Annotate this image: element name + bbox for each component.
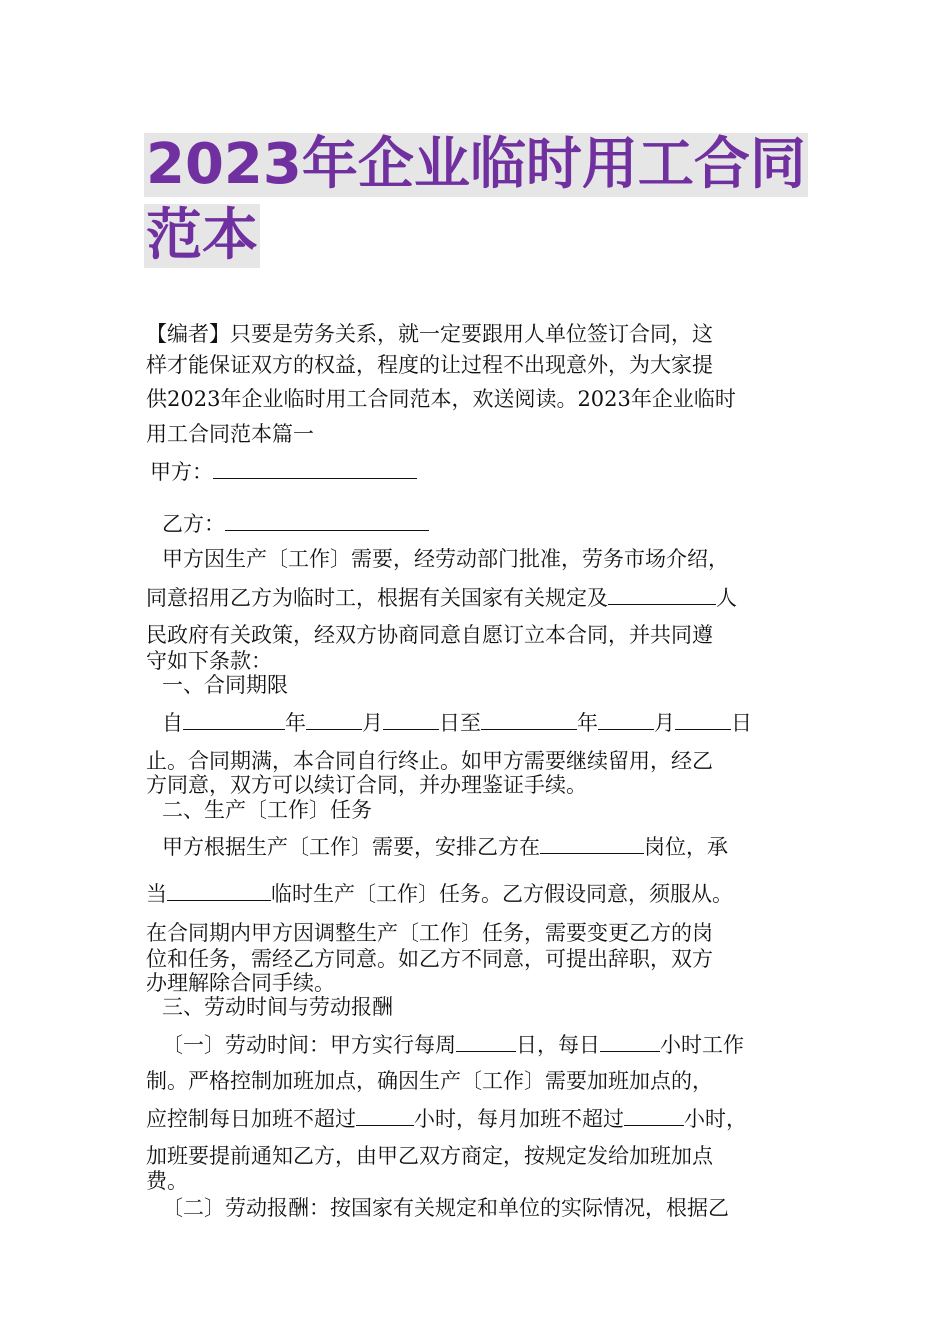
para1-line-2 — [146, 584, 737, 610]
intro-line-2: 样才能保证双方的权益，程度的让过程不出现意外，为大家提 — [146, 353, 713, 377]
party-a-label: 甲方： — [150, 460, 213, 484]
section-2-line-1 — [162, 833, 728, 859]
party-a-blank — [213, 458, 417, 479]
para1-line-1: 甲方因生产〔工作〕需要，经劳动部门批准，劳务市场介绍， — [162, 547, 729, 571]
section-2-line-2-head: 当 — [146, 882, 167, 906]
party-b-line — [162, 510, 429, 536]
section-3-line-6: 〔二〕劳动报酬：按国家有关规定和单位的实际情况，根据乙 — [162, 1196, 729, 1220]
section-2-line-2-text: 临时生产〔工作〕任务。乙方假设同意，须服从。 — [271, 882, 733, 906]
para1-line-3: 民政府有关政策，经双方协商同意自愿订立本合同，并共同遵 — [146, 623, 713, 647]
start-day-blank — [383, 709, 439, 730]
end-month-blank — [598, 709, 654, 730]
term-month-2: 月 — [654, 711, 675, 735]
party-a-line — [150, 458, 417, 484]
government-blank — [608, 584, 716, 605]
section-3-title: 三、劳动时间与劳动报酬 — [162, 995, 393, 1019]
section-3-line-3 — [146, 1105, 747, 1131]
section-1-title: 一、合同期限 — [162, 673, 288, 697]
section-3-line-1-mid: 日，每日 — [516, 1033, 600, 1057]
party-b-blank — [225, 510, 429, 531]
party-b-label: 乙方： — [162, 512, 225, 536]
daily-overtime-blank — [356, 1105, 414, 1126]
section-3-line-1-tail: 小时工作 — [660, 1033, 744, 1057]
hours-per-day-blank — [600, 1031, 660, 1052]
section-2-line-4: 位和任务，需经乙方同意。如乙方不同意，可提出辞职，双方 — [146, 947, 713, 971]
section-2-line-2 — [146, 880, 733, 906]
document-title-line-2: 范本 — [146, 203, 258, 268]
section-3-line-1 — [162, 1031, 744, 1057]
para1-line-2-tail: 人 — [716, 586, 737, 610]
term-from: 自 — [162, 711, 183, 735]
task-blank — [167, 880, 271, 901]
section-3-line-3-mid: 小时，每月加班不超过 — [414, 1107, 624, 1131]
section-3-line-3-text: 应控制每日加班不超过 — [146, 1107, 356, 1131]
start-month-blank — [306, 709, 362, 730]
term-year-2: 年 — [577, 711, 598, 735]
term-month: 月 — [362, 711, 383, 735]
intro-line-3: 供2023年企业临时用工合同范本，欢送阅读。2023年企业临时 — [146, 387, 736, 411]
term-day-to: 日至 — [439, 711, 481, 735]
intro-line-4: 用工合同范本篇一 — [146, 422, 314, 446]
section-3-line-3-tail: 小时， — [684, 1107, 747, 1131]
section-2-title: 二、生产〔工作〕任务 — [162, 798, 372, 822]
section-2-line-3: 在合同期内甲方因调整生产〔工作〕任务，需要变更乙方的岗 — [146, 921, 713, 945]
section-1-line-3: 方同意，双方可以续订合同，并办理鉴证手续。 — [146, 773, 587, 797]
section-2-line-1-tail: 岗位，承 — [644, 835, 728, 859]
position-blank — [540, 833, 644, 854]
section-3-line-2: 制。严格控制加班加点，确因生产〔工作〕需要加班加点的， — [146, 1069, 713, 1093]
section-3-line-5: 费。 — [146, 1169, 188, 1193]
section-3-line-4: 加班要提前通知乙方，由甲乙双方商定，按规定发给加班加点 — [146, 1144, 713, 1168]
section-1-line-2: 止。合同期满，本合同自行终止。如甲方需要继续留用，经乙 — [146, 749, 713, 773]
para1-line-2-text: 同意招用乙方为临时工，根据有关国家有关规定及 — [146, 586, 608, 610]
section-2-line-5: 办理解除合同手续。 — [146, 971, 335, 995]
section-2-line-1-text: 甲方根据生产〔工作〕需要，安排乙方在 — [162, 835, 540, 859]
term-year: 年 — [285, 711, 306, 735]
monthly-overtime-blank — [624, 1105, 684, 1126]
intro-line-1: 【编者】只要是劳务关系，就一定要跟用人单位签订合同，这 — [146, 322, 713, 346]
para1-line-4: 守如下条款： — [146, 649, 272, 673]
term-day-2: 日 — [731, 711, 752, 735]
document-title-line-1: 2023年企业临时用工合同 — [146, 132, 806, 197]
section-3-line-1-text: 〔一〕劳动时间：甲方实行每周 — [162, 1033, 456, 1057]
days-per-week-blank — [456, 1031, 516, 1052]
end-year-blank — [481, 709, 577, 730]
start-year-blank — [183, 709, 285, 730]
end-day-blank — [675, 709, 731, 730]
term-dates-line — [162, 709, 752, 735]
